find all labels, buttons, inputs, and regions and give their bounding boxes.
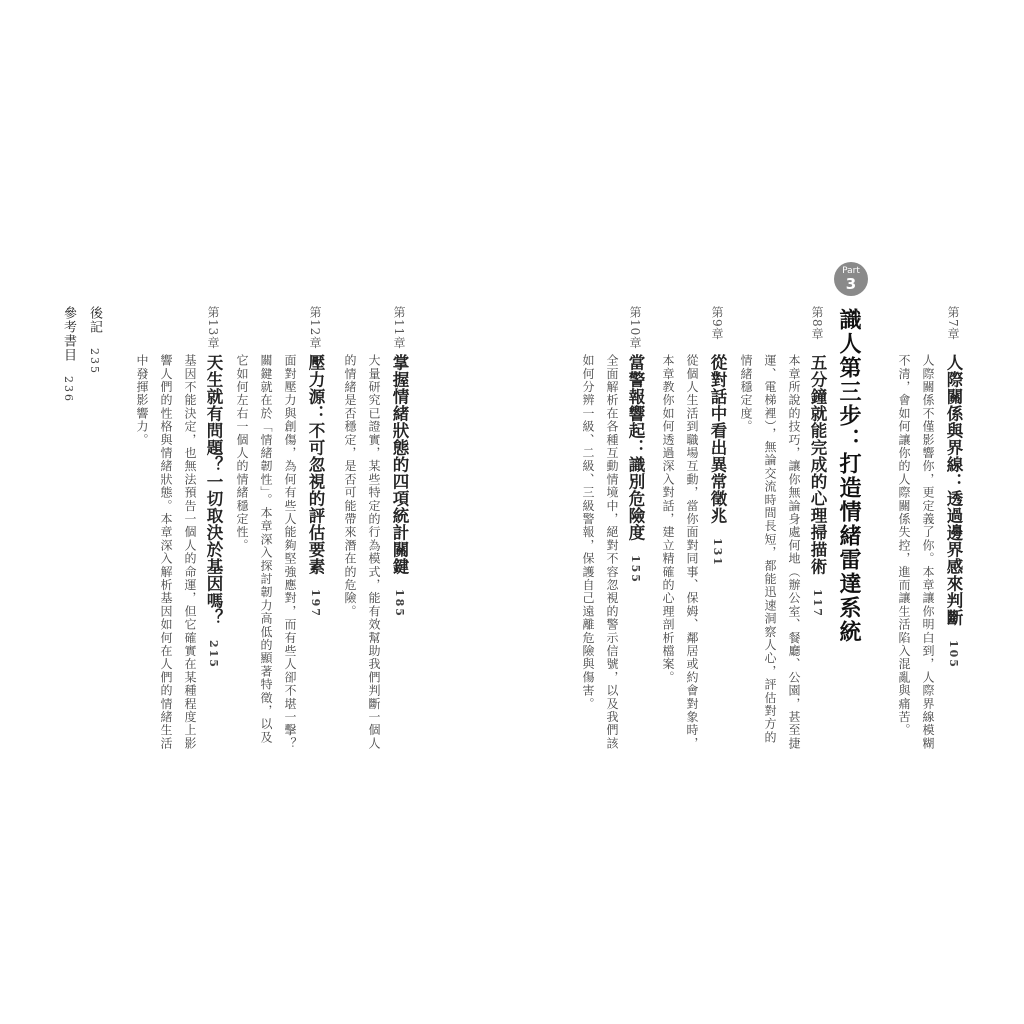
part-badge-number: 3	[845, 275, 857, 293]
chapter-title	[204, 354, 222, 669]
chapter-label: 第9章	[710, 306, 724, 341]
chapter-page-number: 105	[947, 640, 960, 669]
chapter-label: 第13章	[206, 306, 220, 350]
chapter-label: 第10章	[628, 306, 642, 350]
chapter-title-text: 從對話中看出異常徵兆	[708, 354, 727, 524]
part-title: 識人第三步：打造情緒雷達系統	[836, 308, 861, 644]
bibliography-entry	[60, 306, 76, 403]
description-line: 本章所說的技巧，讓你無論身處何地（辦公室、餐廳、公園，甚至捷	[787, 354, 801, 750]
chapter-description	[892, 354, 940, 750]
bibliography-label: 參考書目	[61, 306, 76, 362]
chapter-title-text: 人際關係與界線：透過邊界感來判斷	[944, 354, 963, 626]
chapter-title-text: 五分鐘就能完成的心理掃描術	[808, 354, 827, 575]
chapter-description	[734, 354, 806, 750]
description-line: 人際關係不僅影響你，更定義了你。本章讓你明白到，人際界線模糊	[921, 354, 935, 750]
chapter-title	[808, 354, 826, 618]
chapter-page-number: 131	[711, 538, 724, 567]
description-line: 不清，會如何讓你的人際關係失控，進而讓生活陷入混亂與痛苦。	[897, 354, 911, 737]
chapter-page-number: 215	[207, 640, 220, 669]
description-line: 如何分辨一級、二級、三級警報，保護自己遠離危險與傷害。	[581, 354, 595, 711]
afterword-page-number: 235	[88, 348, 101, 375]
description-line: 從個人生活到職場互動，當你面對同事、保姆、鄰居或約會對象時，	[685, 354, 699, 750]
chapter-title-text: 掌握情緒狀態的四項統計關鍵	[390, 354, 409, 575]
chapter-title	[944, 354, 962, 669]
description-line: 大量研究已證實，某些特定的行為模式，能有效幫助我們判斷一個人	[367, 354, 381, 750]
chapter-title	[708, 354, 726, 567]
part-badge-label: Part	[842, 266, 860, 276]
chapter-label: 第12章	[308, 306, 322, 350]
chapter-description	[230, 354, 302, 750]
chapter-page-number: 197	[309, 589, 322, 618]
chapter-page-number: 117	[811, 589, 824, 618]
description-line: 響人們的性格與情緒狀態。本章深入解析基因如何在人們的情緒生活	[159, 354, 173, 750]
description-line: 基因不能決定，也無法預告一個人的命運，但它確實在某種程度上影	[183, 354, 197, 750]
chapter-title-text: 天生就有問題？一切取決於基因嗎？	[204, 354, 223, 626]
chapter-title	[306, 354, 324, 618]
description-line: 中發揮影響力。	[135, 354, 149, 447]
chapter-label: 第7章	[946, 306, 960, 341]
chapter-description	[130, 354, 202, 750]
chapter-page-number: 185	[393, 589, 406, 618]
chapter-title	[626, 354, 644, 584]
chapter-title-text: 當警報響起：識別危險度	[626, 354, 645, 541]
description-line: 情緒穩定度。	[739, 354, 753, 434]
description-line: 全面解析在各種互動情境中，絕對不容忽視的警示信號，以及我們該	[605, 354, 619, 750]
description-line: 運、電梯裡），無論交流時間長短，都能迅速洞察人心，評估對方的	[763, 354, 777, 744]
description-line: 面對壓力與創傷，為何有些人能夠堅強應對，而有些人卻不堪一擊？	[283, 354, 297, 750]
description-line: 本章教你如何透過深入對話，建立精確的心理剖析檔案。	[661, 354, 675, 684]
chapter-description	[656, 354, 704, 750]
chapter-page-number: 155	[629, 555, 642, 584]
chapter-description	[338, 354, 386, 750]
chapter-title	[390, 354, 408, 618]
afterword-label: 後記	[87, 306, 102, 334]
bibliography-page-number: 236	[62, 376, 75, 403]
description-line: 它如何左右一個人的情緒穩定性。	[235, 354, 249, 552]
chapter-description	[576, 354, 624, 750]
afterword-entry	[86, 306, 102, 375]
chapter-label: 第11章	[392, 306, 406, 350]
description-line: 的情緒是否穩定，是否可能帶來潛在的危險。	[343, 354, 357, 618]
part-badge	[834, 262, 868, 296]
description-line: 關鍵就在於「情緒韌性」。本章深入探討韌力高低的顯著特徵，以及	[259, 354, 273, 744]
chapter-label: 第8章	[810, 306, 824, 341]
chapter-title-text: 壓力源：不可忽視的評估要素	[306, 354, 325, 575]
